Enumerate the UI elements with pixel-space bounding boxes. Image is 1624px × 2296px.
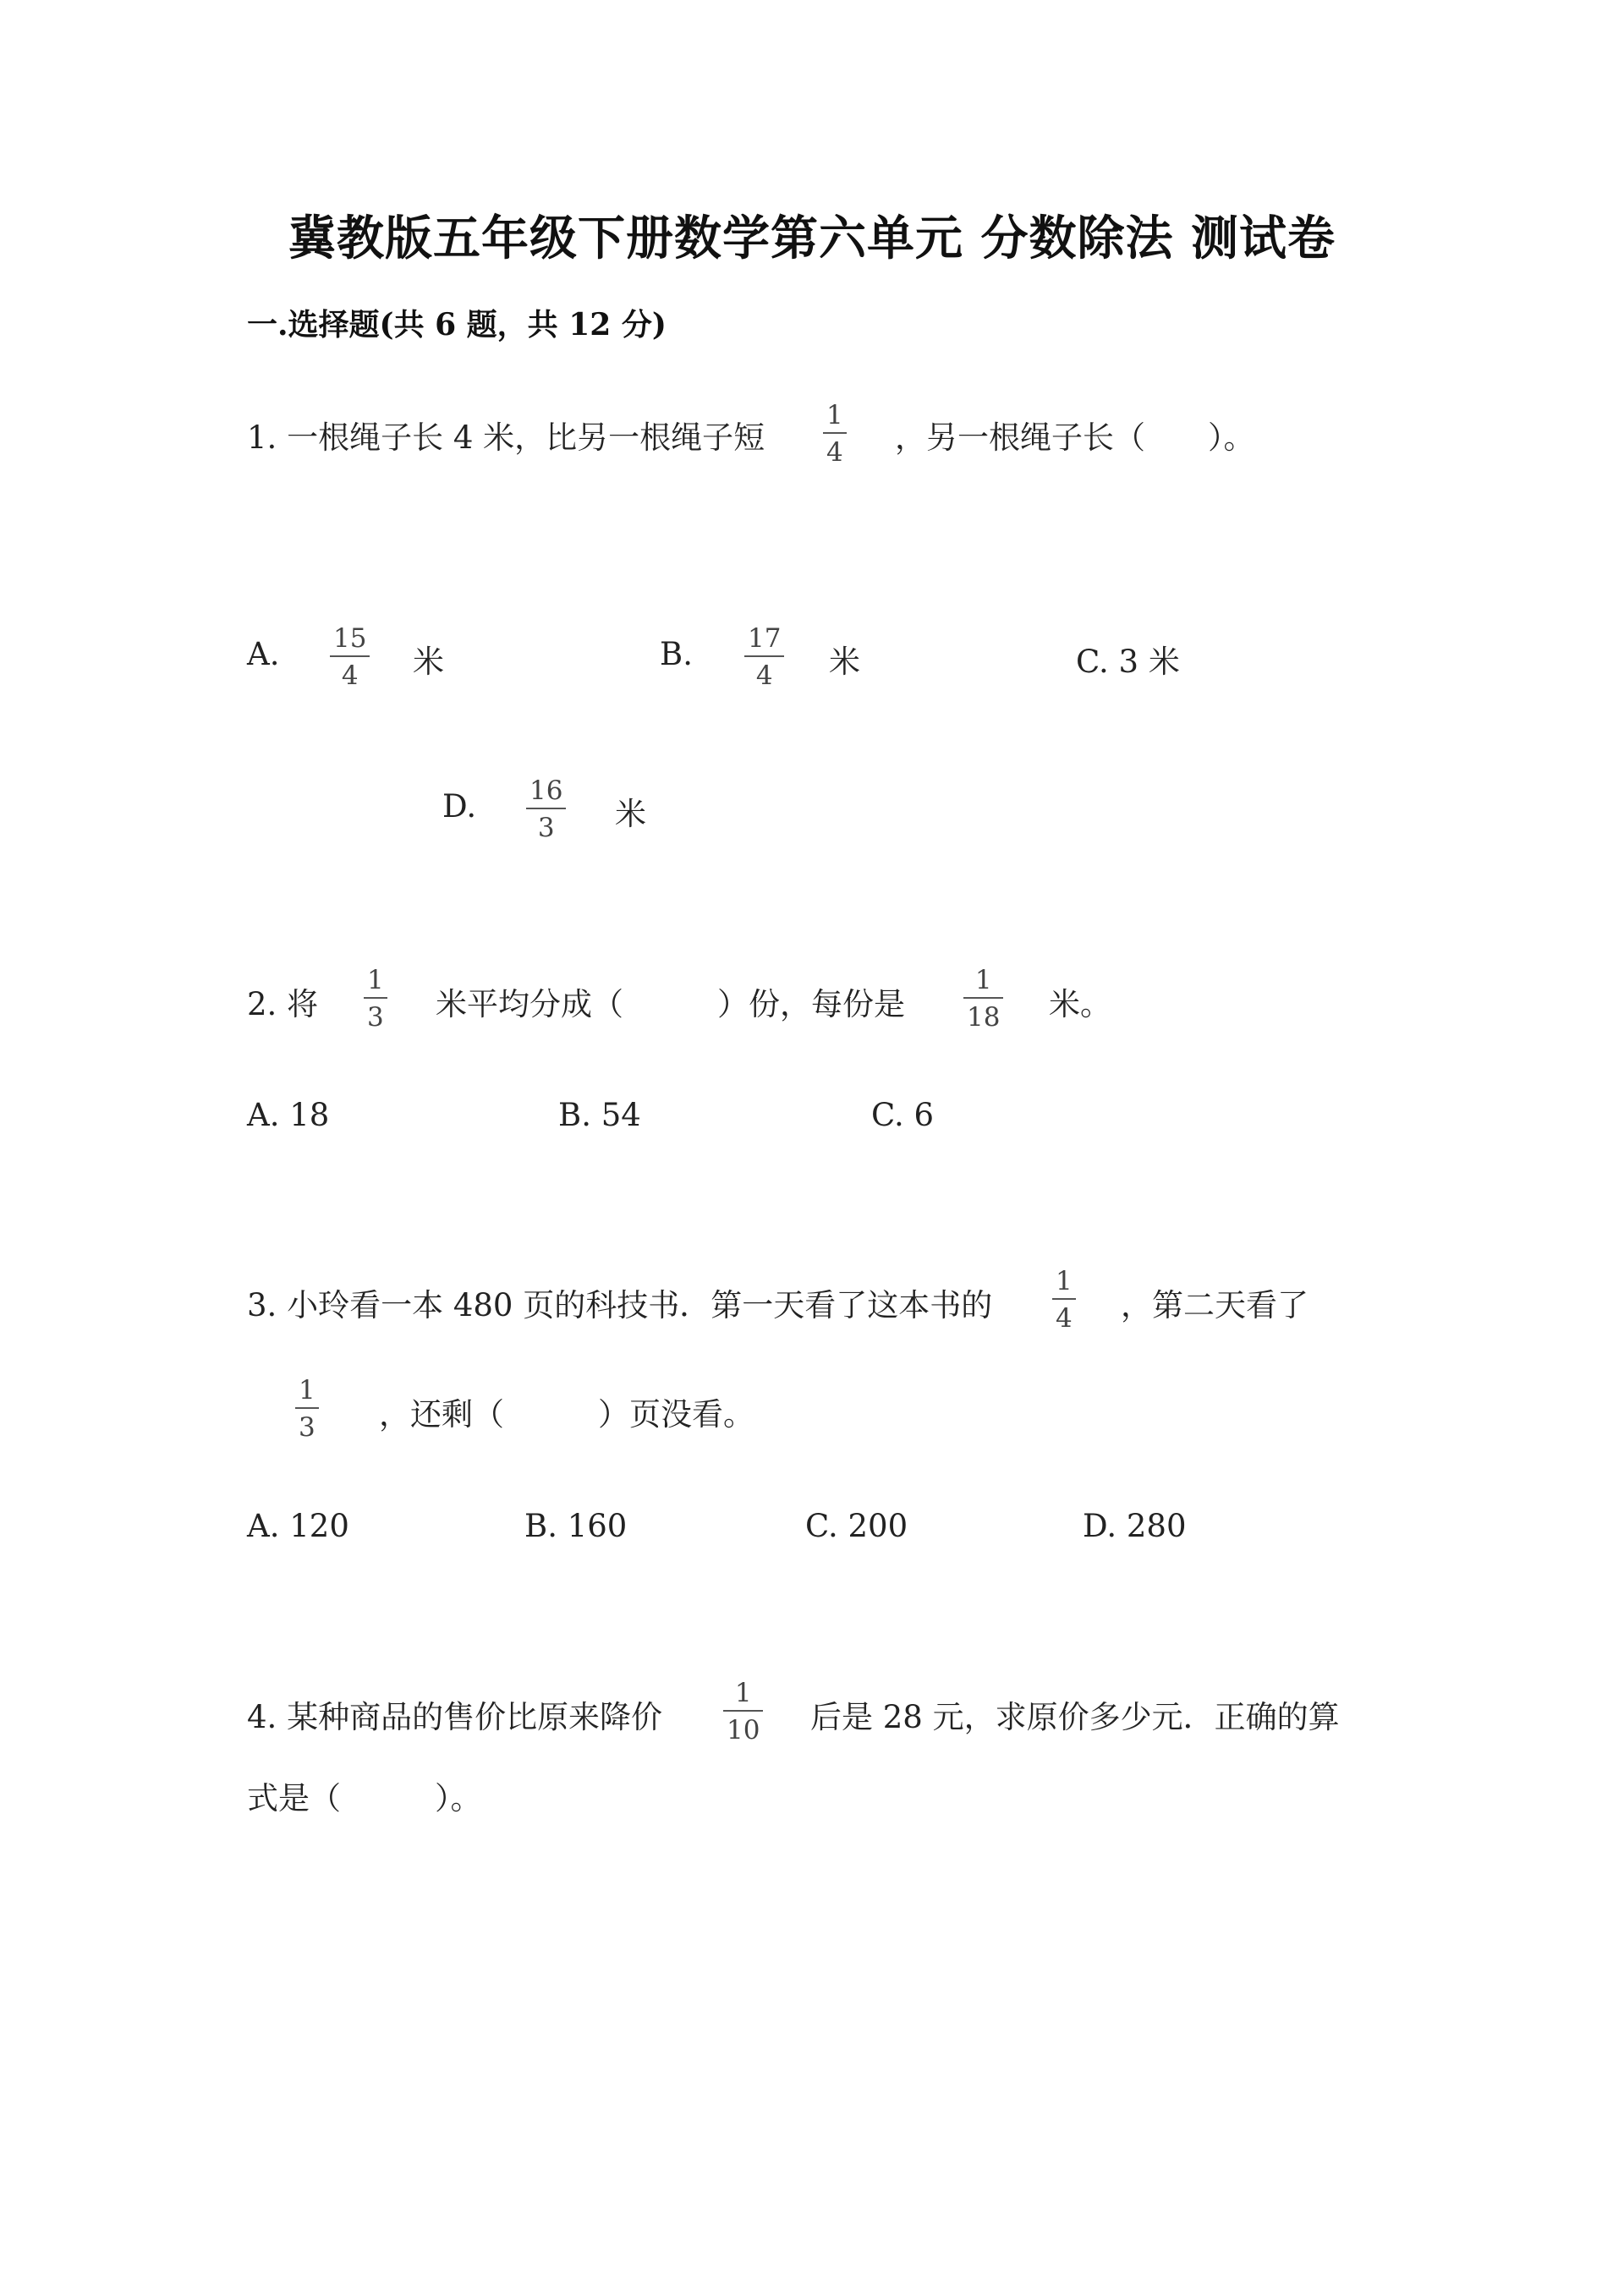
fraction-denominator: 4 (826, 437, 843, 468)
option-b[interactable]: B. 160 (524, 1508, 628, 1544)
fraction (295, 1374, 319, 1444)
fraction-bar (823, 432, 847, 434)
fraction-bar (1052, 1298, 1076, 1300)
fraction-numerator: 15 (333, 623, 367, 654)
question-2-stem-end: 米。 (1049, 986, 1111, 1022)
fraction (330, 622, 370, 692)
fraction (744, 622, 784, 692)
option-unit: 米 (615, 796, 646, 832)
fraction-numerator: 1 (974, 965, 992, 995)
question-1-stem-start: 1. 一根绳子长 4 米，比另一根绳子短 (247, 419, 765, 456)
fraction (1052, 1265, 1076, 1334)
fraction-denominator: 3 (299, 1412, 315, 1443)
page-title: 冀教版五年级下册数学第六单元 分数除法 测试卷 (288, 211, 1336, 266)
question-1-stem-end: ，另一根绳子长（ ）。 (895, 419, 1255, 456)
option-c[interactable]: C. 200 (805, 1508, 908, 1544)
option-a[interactable]: A. 120 (247, 1508, 349, 1544)
option-label: B. (660, 636, 693, 672)
fraction-denominator: 4 (755, 660, 773, 691)
fraction-bar (364, 997, 387, 999)
fraction-bar (963, 997, 1003, 999)
fraction-bar (330, 655, 370, 657)
fraction (526, 775, 566, 844)
option-d[interactable]: D. 280 (1083, 1508, 1187, 1544)
fraction-denominator: 4 (1056, 1303, 1073, 1334)
question-3-stem-start: 3. 小玲看一本 480 页的科技书．第一天看了这本书的 (247, 1287, 993, 1323)
option-label: D. (442, 788, 477, 825)
fraction (723, 1677, 763, 1746)
fraction-bar (526, 808, 566, 809)
fraction (364, 964, 387, 1033)
option-a[interactable]: A. 18 (247, 1097, 330, 1133)
question-2-stem-middle: 米平均分成（ ）份，每份是 (436, 986, 905, 1022)
fraction-numerator: 17 (748, 623, 782, 654)
option-unit: 米 (829, 644, 860, 680)
question-3-stem-end: ，还剩（ ）页没看。 (379, 1396, 754, 1433)
fraction-bar (295, 1407, 319, 1409)
question-4-stem-middle: 后是 28 元，求原价多少元．正确的算 (810, 1699, 1340, 1735)
option-unit: 米 (413, 644, 444, 680)
fraction-denominator: 4 (341, 660, 359, 691)
fraction-denominator: 10 (727, 1715, 760, 1745)
fraction-bar (744, 655, 784, 657)
section-heading: 一.选择题(共 6 题，共 12 分) (247, 307, 667, 342)
question-4-stem-end: 式是（ ）。 (247, 1780, 482, 1817)
option-c[interactable]: C. 3 米 (1076, 644, 1180, 680)
fraction (963, 964, 1003, 1033)
option-c[interactable]: C. 6 (871, 1097, 935, 1133)
fraction-numerator: 1 (826, 400, 843, 430)
fraction-bar (723, 1710, 763, 1712)
question-2-stem-start: 2. 将 (247, 986, 319, 1022)
question-3-stem-middle: ，第二天看了 (1121, 1287, 1309, 1323)
fraction-numerator: 1 (367, 965, 384, 995)
fraction-denominator: 18 (967, 1002, 1001, 1033)
fraction-numerator: 1 (734, 1678, 752, 1708)
fraction-numerator: 16 (529, 775, 563, 806)
option-b[interactable]: B. 54 (558, 1097, 641, 1133)
fraction (823, 399, 847, 469)
question-4-stem-start: 4. 某种商品的售价比原来降价 (247, 1699, 663, 1735)
fraction-numerator: 1 (299, 1375, 315, 1406)
fraction-denominator: 3 (367, 1002, 384, 1033)
fraction-denominator: 3 (537, 813, 555, 843)
fraction-numerator: 1 (1056, 1266, 1073, 1296)
option-label: A. (247, 636, 280, 672)
